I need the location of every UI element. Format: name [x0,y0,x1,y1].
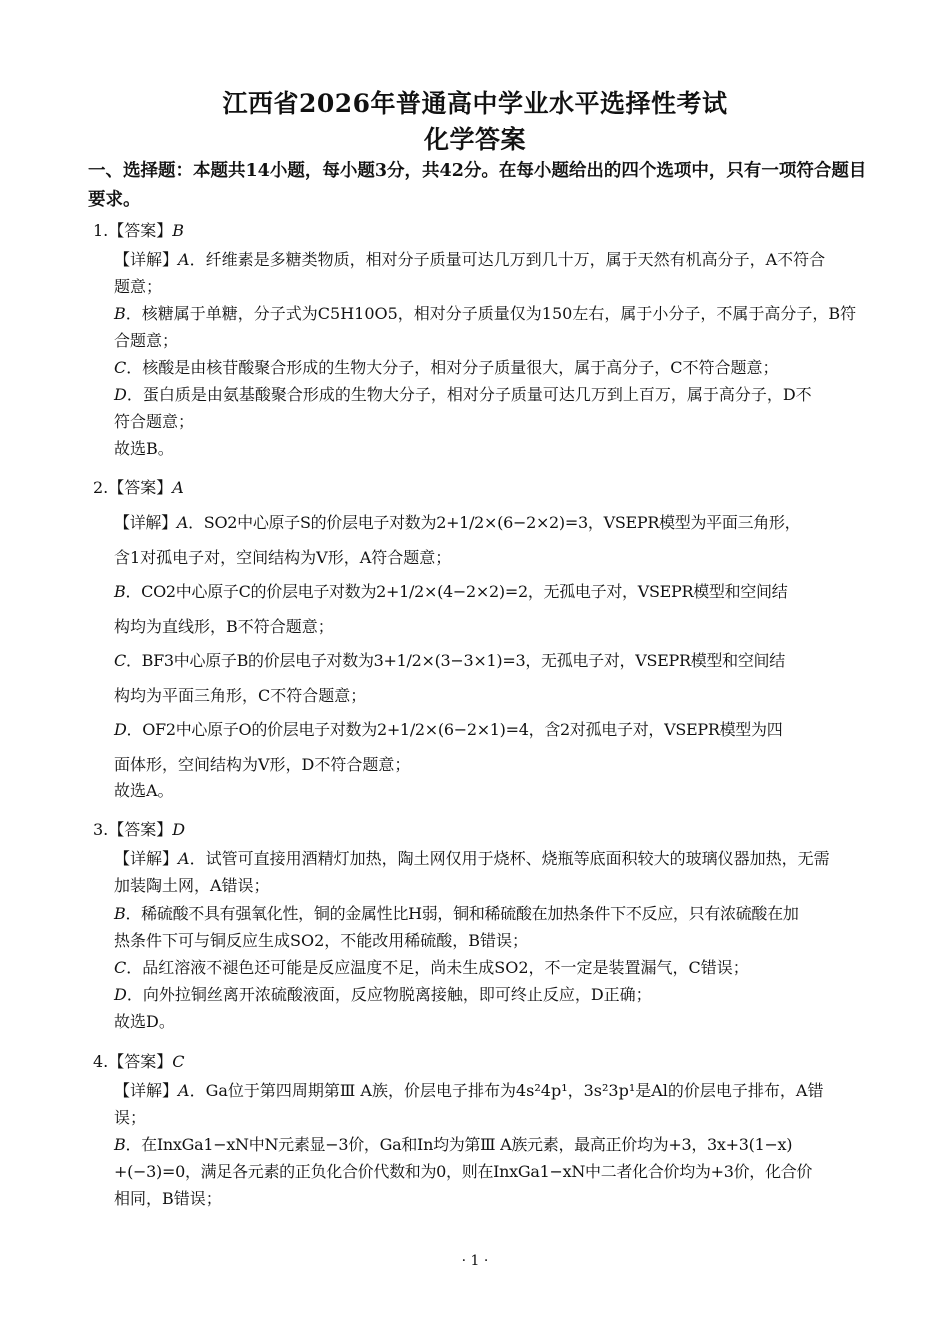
q3-detail-line-1: 【详解】A．试管可直接用酒精灯加热，陶土网仅用于烧杯、烧瓶等底面积较大的玻璃仪器加热，无需 [114,849,830,868]
q3-detail-line-2: 加装陶土网，A错误； [114,876,270,895]
q3-answer-line: 3.【答案】D [93,820,186,839]
exam-title: 江西省2026年普通高中学业水平选择性考试 [222,89,728,118]
q4-detail-line-4: +(−3)=0，满足各元素的正负化合价代数和为0，则在InxGa1−xN中二者化合价均为+3价，化合价 [114,1162,813,1181]
exam-subtitle: 化学答案 [423,125,526,154]
q3-detail-line-4: 热条件下可与铜反应生成SO2，不能改用稀硫酸，B错误； [114,931,529,950]
q2-detail-line-5: C．BF3中心原子B的价层电子对数为3+1/2×(3−3×1)=3，无孤电子对，VSEPR模型和空间结 [114,651,785,670]
q2-detail-line-6: 构均为平面三角形，C不符合题意； [114,686,367,705]
q4-detail-line-3: B．在InxGa1−xN中N元素显−3价，Ga和In均为第Ⅲ A族元素，最高正价均为+3，3x+3(1−x) [114,1135,793,1154]
q1-detail-line-5: C．核酸是由核苷酸聚合形成的生物大分子，相对分子质量很大，属于高分子，C不符合题意； [114,358,779,377]
page-number: · 1 · [461,1253,489,1269]
q2-detail-line-4: 构均为直线形，B不符合题意； [114,617,334,636]
q2-answer-line: 2.【答案】A [93,478,184,497]
q4-detail-line-2: 误； [114,1108,147,1127]
q1-detail-line-6: D．蛋白质是由氨基酸聚合形成的生物大分子，相对分子质量可达几万到上百万，属于高分子，D不 [114,385,812,404]
q2-detail-line-1: 【详解】A．SO2中心原子S的价层电子对数为2+1/2×(6−2×2)=3，VSEPR模型为平面三角形， [114,513,801,532]
q2-detail-line-3: B．CO2中心原子C的价层电子对数为2+1/2×(4−2×2)=2，无孤电子对，VSEPR模型和空间结 [114,582,788,601]
q1-conclusion: 故选B。 [114,439,174,458]
q1-detail-line-4: 合题意； [114,331,179,350]
q2-detail-line-2: 含1对孤电子对，空间结构为V形，A符合题意； [114,548,452,567]
q1-detail-line-7: 符合题意； [114,412,195,431]
q3-detail-line-3: B．稀硫酸不具有强氧化性，铜的金属性比H弱，铜和稀硫酸在加热条件下不反应，只有浓硫酸在加 [114,904,799,923]
section-header: 一、选择题：本题共14小题，每小题3分，共42分。在每小题给出的四个选项中，只有一项符合题目要求。 [88,161,867,210]
q4-detail-line-1: 【详解】A．Ga位于第四周期第Ⅲ A族，价层电子排布为4s²4p¹，3s²3p¹是Al的价层电子排布，A错 [114,1081,824,1100]
q1-detail-line-2: 题意； [114,277,163,296]
q1-detail-line-3: B．核糖属于单糖，分子式为C5H10O5，相对分子质量仅为150左右，属于小分子，不属于高分子，B符 [114,304,857,323]
q2-conclusion: 故选A。 [114,781,174,800]
q2-detail-line-8: 面体形，空间结构为V形，D不符合题意； [114,755,411,774]
q2-detail-line-7: D．OF2中心原子O的价层电子对数为2+1/2×(6−2×1)=4，含2对孤电子对，VSEPR模型为四 [114,720,783,739]
q4-answer-line: 4.【答案】C [93,1052,185,1071]
q1-detail-line-1: 【详解】A．纤维素是多糖类物质，相对分子质量可达几万到几十万，属于天然有机高分子，A不符合 [114,250,826,269]
q3-detail-line-5: C．品红溶液不褪色还可能是反应温度不足，尚未生成SO2，不一定是装置漏气，C错误； [114,958,749,977]
q3-conclusion: 故选D。 [114,1012,175,1031]
q4-detail-line-5: 相同，B错误； [114,1189,222,1208]
q3-detail-line-6: D．向外拉铜丝离开浓硫酸液面，反应物脱离接触，即可终止反应，D正确； [114,985,652,1004]
q1-answer-line: 1.【答案】B [93,221,185,240]
